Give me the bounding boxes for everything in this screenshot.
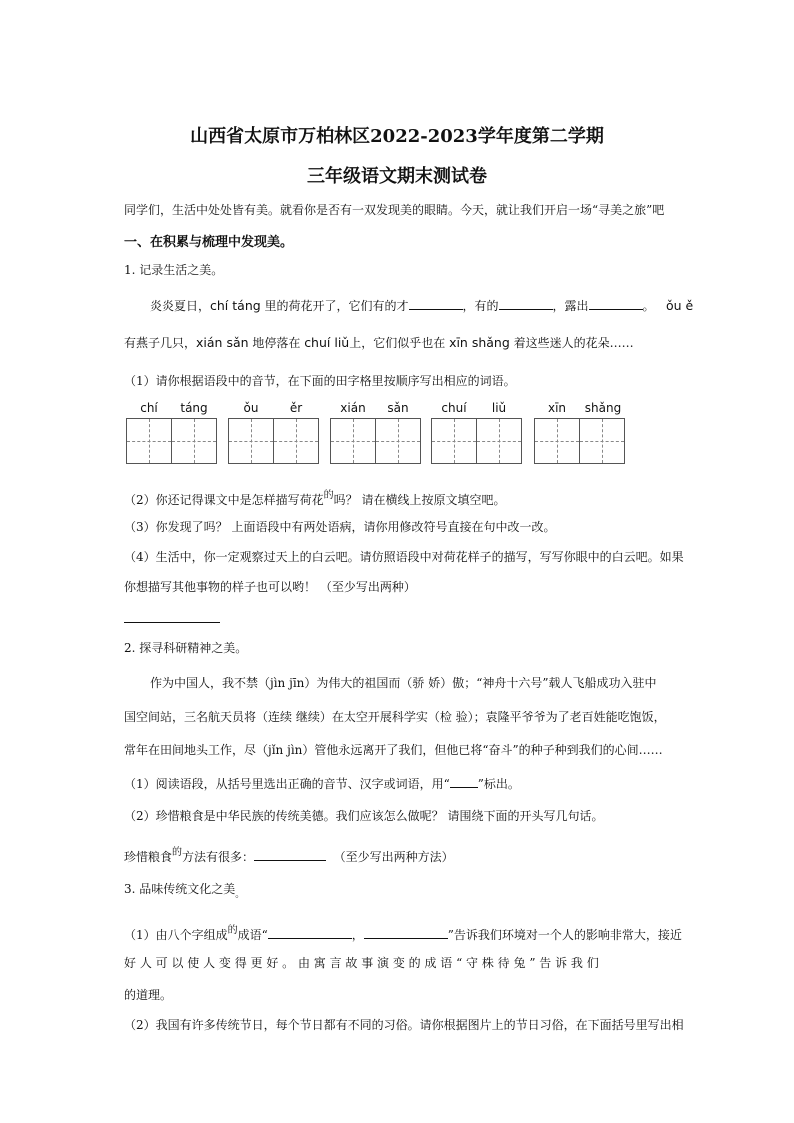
- q1-sub2: [124, 486, 505, 508]
- q3-title-text: 3. 品味传统文化之美: [124, 882, 236, 896]
- grid-pinyin: xián: [340, 401, 366, 415]
- q1-sub4-line2: 你想描写其他事物的样子也可以哟！ （至少写出两种）: [124, 580, 416, 594]
- tianzige-cell[interactable]: [330, 418, 376, 464]
- sub1-text: （1）由八个字组成: [124, 928, 228, 942]
- tianzige-cell[interactable]: [431, 418, 477, 464]
- passage-text: 地停落在: [248, 336, 305, 350]
- page-title-line1: 山西省太原市万柏林区2022-2023学年度第二学期: [190, 126, 604, 147]
- passage-text: 里的荷花开了，它们有的才: [260, 299, 409, 313]
- passage-text: 炎炎夏日，: [150, 299, 211, 313]
- q3-sub1-line1: [124, 921, 682, 943]
- q3-title-dot: 。: [235, 890, 245, 900]
- sub2-text: （2）你还记得课文中是怎样描写荷花: [124, 493, 324, 507]
- q2-sub1: [124, 775, 520, 792]
- passage-text: ，露出: [552, 299, 589, 313]
- q2-passage-line3: 常年在田间地头工作，尽（jǐn jìn）管他永远离开了我们，但他已将“奋斗”的种子种到我们的心间……: [124, 743, 663, 757]
- intro-text: 同学们，生活中处处皆有美。就看你是否有一双发现美的眼睛。今天，就让我们开启一场“寻美之旅”吧: [124, 203, 665, 217]
- passage-line2: [124, 334, 634, 351]
- prompt-sup: 的: [172, 847, 183, 858]
- sub1-text: ”标出。: [477, 777, 520, 791]
- q2-title: 2. 探寻科研精神之美。: [124, 641, 248, 655]
- passage-text: 着这些迷人的花朵……: [509, 336, 634, 350]
- underline-mark: [450, 777, 478, 788]
- tianzige-cell[interactable]: [534, 418, 580, 464]
- pinyin-ouer: ǒu ě: [666, 298, 694, 313]
- passage-text: 。: [642, 299, 655, 313]
- answer-blank[interactable]: [409, 297, 463, 310]
- grid-pinyin: shǎng: [584, 401, 622, 415]
- grid-pinyin: sǎn: [387, 401, 409, 415]
- grid-pinyin: liǔ: [491, 401, 507, 415]
- q2-passage-line1: 作为中国人，我不禁（jìn jīn）为伟大的祖国而（骄 娇）傲；“神舟十六号”载人飞船成功入驻中: [150, 676, 657, 690]
- sub1-text: 成语“: [237, 928, 268, 942]
- tianzige-group: [534, 418, 625, 464]
- tianzige-cell[interactable]: [228, 418, 274, 464]
- sub1-text: ”告诉我们环境对一个人的影响非常大，接近: [447, 928, 682, 942]
- section1-heading: 一、在积累与梳理中发现美。: [124, 235, 294, 250]
- grid-pinyin: ěr: [289, 401, 303, 415]
- tianzige-cell[interactable]: [476, 418, 522, 464]
- pinyin-chuiliu: chuí liǔ: [304, 335, 350, 350]
- tianzige-group: [330, 418, 421, 464]
- answer-blank[interactable]: [364, 926, 448, 939]
- sub1-text: ，: [351, 928, 364, 942]
- tianzige-group: [228, 418, 319, 464]
- q1-sub3: （3）你发现了吗？ 上面语段中有两处语病，请你用修改符号直接在句中改一改。: [124, 520, 556, 534]
- passage-text: 上，它们似乎也在: [349, 336, 450, 350]
- tianzige-group: [126, 418, 217, 464]
- q3-sub2: （2）我国有许多传统节日，每个节日都有不同的习俗。请你根据图片上的节日习俗，在下面括号里写出相: [124, 1018, 684, 1032]
- answer-blank[interactable]: [268, 926, 352, 939]
- grid-pinyin: chuí: [441, 401, 467, 415]
- grid-pinyin: chí: [140, 401, 158, 415]
- answer-blank[interactable]: [589, 297, 643, 310]
- q1-title: 1. 记录生活之美。: [124, 263, 224, 277]
- answer-blank[interactable]: [254, 848, 326, 861]
- grid-pinyin: ǒu: [243, 401, 259, 415]
- tianzige-cell[interactable]: [579, 418, 625, 464]
- prompt-text: 方法有很多：: [182, 850, 255, 864]
- grid-pinyin: xīn: [547, 401, 567, 415]
- tianzige-cell[interactable]: [273, 418, 319, 464]
- passage-line1: [150, 297, 693, 314]
- q1-sub4-line1: （4）生活中，你一定观察过天上的白云吧。请仿照语段中对荷花样子的描写，写写你眼中的白云吧。如果: [124, 550, 684, 564]
- q2-prompt: [124, 843, 454, 865]
- pinyin-xiansan: xián sǎn: [196, 335, 249, 350]
- q3-sub1-line2: 好 人 可 以 使 人 变 得 更 好 。 由 寓 言 故 事 演 变 的 成 语 “ 守 株 待 兔 ” 告 诉 我 们: [124, 956, 599, 970]
- sub2-sup: 的: [323, 490, 334, 501]
- answer-blank[interactable]: [499, 297, 553, 310]
- q2-passage-line2: 国空间站，三名航天员将（连续 继续）在太空开展科学实（检 验）；袁隆平爷爷为了老百姓能吃饱饭，: [124, 710, 666, 724]
- q2-sub2: （2）珍惜粮食是中华民族的传统美德。我们应该怎么做呢？ 请围绕下面的开头写几句话。: [124, 809, 604, 823]
- tianzige-cell[interactable]: [375, 418, 421, 464]
- q3-sub1-line3: 的道理。: [124, 988, 173, 1002]
- prompt-text: 珍惜粮食: [124, 850, 173, 864]
- grid-pinyin: táng: [180, 401, 208, 415]
- q1-sub1: （1）请你根据语段中的音节，在下面的田字格里按顺序写出相应的词语。: [124, 374, 516, 388]
- pinyin-chitang: chí táng: [210, 298, 261, 313]
- tianzige-cell[interactable]: [126, 418, 172, 464]
- q3-title: [124, 880, 244, 900]
- passage-text: 有燕子几只，: [124, 336, 197, 350]
- pinyin-xinshang: xīn shǎng: [449, 335, 510, 350]
- sub1-text: （1）阅读语段，从括号里选出正确的音节、汉字或词语，用“: [124, 777, 450, 791]
- sub2-text: 吗？ 请在横线上按原文填空吧。: [333, 493, 506, 507]
- prompt-text: （至少写出两种方法）: [333, 850, 454, 864]
- tianzige-group: [431, 418, 522, 464]
- page-title-line2: 三年级语文期末测试卷: [307, 166, 487, 187]
- sub1-sup: 的: [227, 925, 238, 936]
- answer-line[interactable]: [124, 622, 220, 623]
- tianzige-cell[interactable]: [171, 418, 217, 464]
- passage-text: ，有的: [462, 299, 499, 313]
